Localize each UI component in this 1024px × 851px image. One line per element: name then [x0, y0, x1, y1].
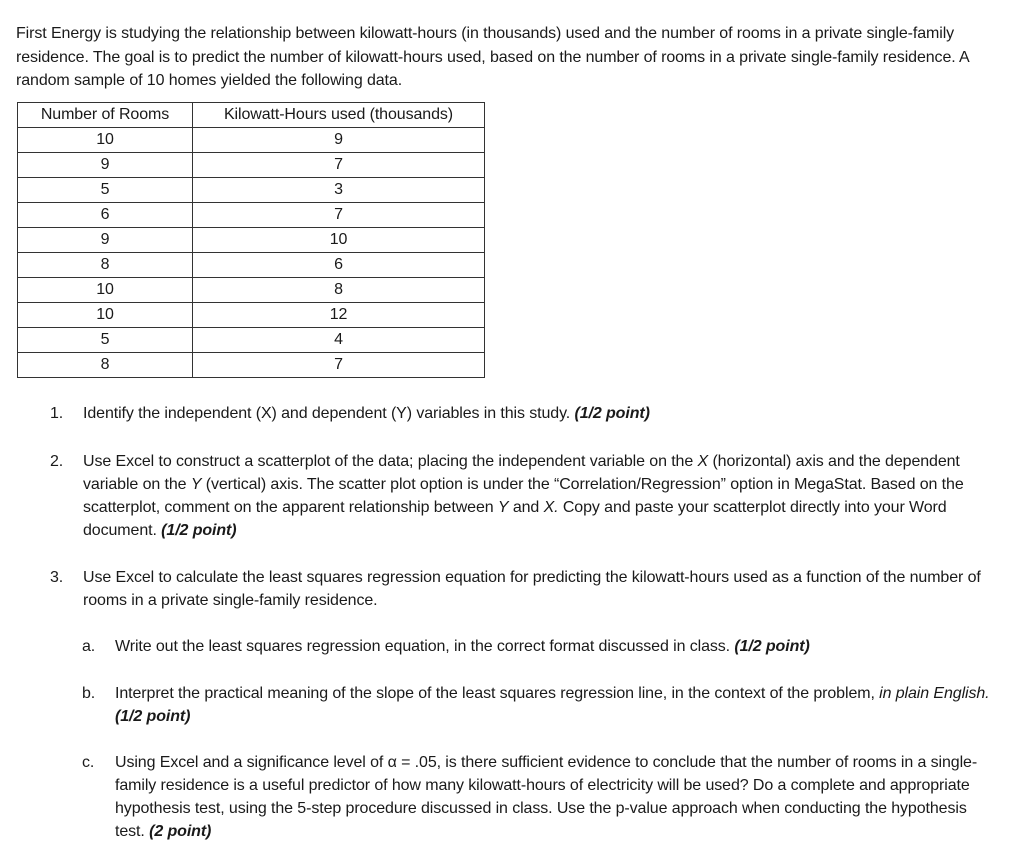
rooms-cell: 8 — [18, 353, 193, 378]
question-letter: b. — [82, 685, 96, 702]
question-body — [115, 682, 992, 728]
kwh-cell: 7 — [193, 353, 485, 378]
y-variable: Y — [190, 476, 202, 493]
table-row — [18, 128, 485, 153]
kwh-cell: 6 — [193, 253, 485, 278]
table-row — [18, 303, 485, 328]
question-body — [115, 751, 992, 843]
question-2 — [50, 450, 990, 542]
x-variable: X. — [543, 499, 559, 516]
data-table — [17, 102, 485, 378]
intro-paragraph: First Energy is studying the relationship between kilowatt-hours (in thousands) used and the number of rooms in a private single-family residence. The goal is to predict the number of kilowatt-hours used, based on the number of rooms in a private single-family residence. A random sample of 10 homes yielded the following data. — [16, 25, 969, 89]
question-text: Interpret the practical meaning of the slope of the least squares regression line, in the context of the problem, — [115, 685, 880, 702]
kwh-cell: 10 — [193, 228, 485, 253]
points-label: (1/2 point) — [734, 638, 810, 655]
question-number: 1. — [50, 405, 64, 422]
table-row — [18, 278, 485, 303]
question-letter: c. — [82, 754, 95, 771]
question-3a — [82, 635, 992, 658]
question-text: Use Excel to construct a scatterplot of the data; placing the independent variable on the — [83, 453, 698, 470]
table-row — [18, 253, 485, 278]
kwh-cell: 4 — [193, 328, 485, 353]
kwh-cell: 12 — [193, 303, 485, 328]
y-variable: Y — [497, 499, 509, 516]
italic-text: in plain English. — [879, 685, 990, 702]
kwh-cell: 9 — [193, 128, 485, 153]
question-3c — [82, 751, 992, 843]
question-letter: a. — [82, 638, 96, 655]
rooms-cell: 10 — [18, 278, 193, 303]
question-text: Use Excel to calculate the least squares regression equation for predicting the kilowatt-hours used as a function of the number of rooms in a private single-family residence. — [83, 569, 981, 609]
question-text: and — [508, 499, 544, 516]
table-row — [18, 203, 485, 228]
question-text: (vertical) axis. The scatter plot option is under the “Correlation/Regression” option in MegaStat. Based on the scatterplot, comment on the apparent relationship between — [83, 476, 964, 516]
points-label: (1/2 point) — [161, 522, 237, 539]
points-label: (1/2 point) — [115, 708, 191, 725]
table-row — [18, 353, 485, 378]
rooms-cell: 8 — [18, 253, 193, 278]
rooms-cell: 9 — [18, 153, 193, 178]
table-row — [18, 153, 485, 178]
question-body — [83, 450, 990, 542]
question-text: Write out the least squares regression equation, in the correct format discussed in class. — [115, 638, 735, 655]
table-row — [18, 178, 485, 203]
question-3 — [50, 566, 995, 612]
question-body — [115, 635, 992, 658]
header-kilowatt-hours: Kilowatt-Hours used (thousands) — [193, 103, 485, 128]
kwh-cell: 8 — [193, 278, 485, 303]
rooms-cell: 9 — [18, 228, 193, 253]
rooms-cell: 10 — [18, 128, 193, 153]
question-text: (horizontal) axis and the dependent variable on the — [83, 453, 960, 493]
question-number: 2. — [50, 453, 64, 470]
table-row — [18, 328, 485, 353]
points-label: (2 point) — [149, 823, 212, 840]
x-variable: X — [697, 453, 709, 470]
question-text: Using Excel and a significance level of α = .05, is there sufficient evidence to conclude that the number of rooms in a single-family residence is a useful predictor of how many kilowatt-hours of electricity will be used? Do a complete and appropriate hypothesis test, using the 5-step procedure discussed in class. Use the p-value approach when conducting the hypothesis test. — [115, 754, 978, 840]
question-text: Copy and paste your scatterplot directly into your Word document. — [83, 499, 947, 539]
question-1 — [50, 402, 990, 425]
rooms-cell: 10 — [18, 303, 193, 328]
rooms-cell: 6 — [18, 203, 193, 228]
kwh-cell: 3 — [193, 178, 485, 203]
kwh-cell: 7 — [193, 153, 485, 178]
rooms-cell: 5 — [18, 178, 193, 203]
question-body — [83, 402, 990, 425]
header-number-of-rooms: Number of Rooms — [18, 103, 193, 128]
table-header-row — [18, 103, 485, 128]
question-3b — [82, 682, 992, 728]
kwh-cell: 7 — [193, 203, 485, 228]
table-row — [18, 228, 485, 253]
rooms-cell: 5 — [18, 328, 193, 353]
question-text: Identify the independent (X) and dependent (Y) variables in this study. — [83, 405, 575, 422]
question-number: 3. — [50, 569, 64, 586]
points-label: (1/2 point) — [574, 405, 650, 422]
